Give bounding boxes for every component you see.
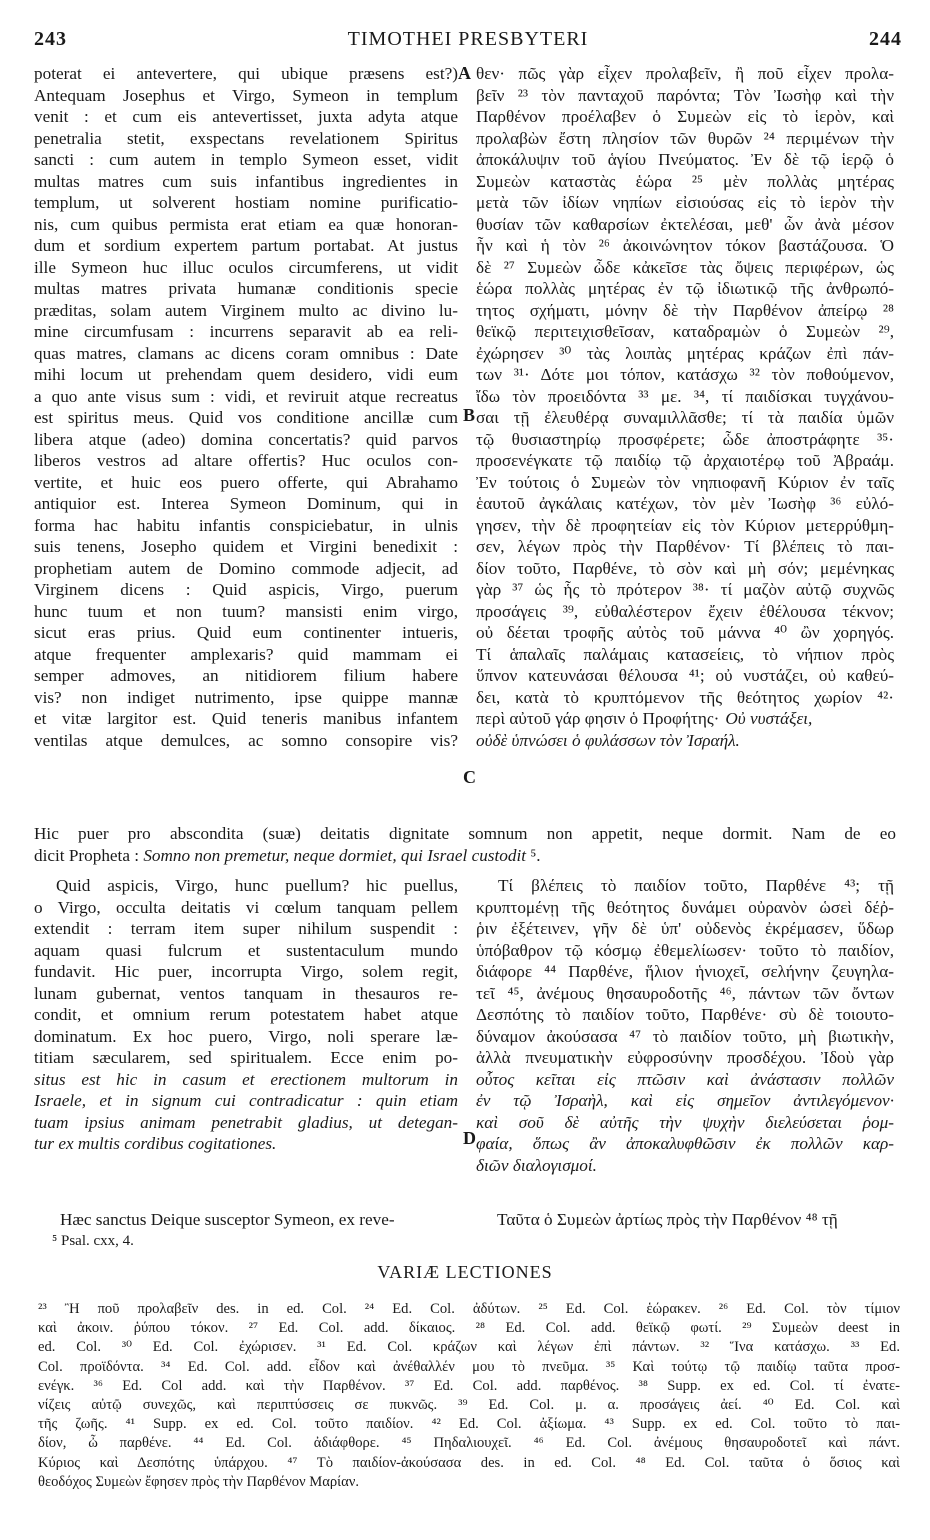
text-line: lunam gubernat, ventos tanquam in thesauros re- [34, 983, 458, 1003]
text-line: atque frequenter amplexaris? quid mammam ei [34, 644, 458, 664]
text-line: σεν, λέγων πρὸς τὴν Παρθένον· Τί βλέπεις τὸ παι- [476, 537, 894, 556]
text-line: ἦν καὶ ἡ τὸν ²⁶ ἀκοινώνητον τόκον βαστάζουσα. Ὁ [476, 236, 894, 255]
page-number-right: 244 [869, 28, 902, 50]
text-line: penetralia stetit, exspectans revelationem Spiritus [34, 128, 458, 148]
text-line: vertite, et huic eos puero offerte, qui Abrahamo [34, 472, 458, 492]
text-line: ventilas atque demulces, ac somno consopire vis? [34, 730, 458, 750]
text-line: οὗτος κεῖται εἰς πτῶσιν καὶ ἀνάστασιν πολλῶν [476, 1069, 894, 1089]
text-line: ἀποκάλυψιν τοῦ ἁγίου Πνεύματος. Ἐν δὲ τῷ ἱερῷ ὁ [476, 150, 894, 169]
text-line: Col. προϊδόντα. ³⁴ Ed. Col. add. εἶδον καὶ ἀνέθαλλέν μου τὸ πνεῦμα. ³⁵ Καὶ τούτῳ τῷ παιδίῳ ταῦτα προσ- [38, 1358, 900, 1375]
text-line: δύναμον ἀκούσασα ⁴⁷ τὸ παιδίον τοῦτο, μὴ βιωτικὴν, [476, 1026, 894, 1046]
text-line: nis, cum quibus permista erat etiam ea quæ honoran- [34, 214, 458, 234]
text-line: ed. Col. ³⁰ Ed. Col. ἐχώρισεν. ³¹ Ed. Col. κράζων καὶ λέγων ἐπὶ πάντων. ³² Ἵνα κατάσχω. ³³ Ed. [38, 1339, 900, 1356]
text-line: ενέγκ. ³⁶ Ed. Col add. καὶ τὴν Παρθένον. ³⁷ Ed. Col. add. παρθένος. ³⁸ Supp. ex ed. Col. τί ἐνατε- [38, 1377, 900, 1394]
text-line: δίον τοῦτο, Παρθένε, τὸ σὸν καὶ μὴ σόν; μεμένηκας [476, 558, 894, 578]
text-line: semper admoves, an nitidiorem filium habere [34, 666, 458, 685]
text-line: θεϊκῷ περιτειχισθεῖσαν, καταδραμὼν ὁ Συμεὼν ²⁹, [476, 322, 894, 341]
text-line: Δεσπότης τὸ παιδίον τοῦτο, Παρθένε· σὺ δὲ τοιουτο- [476, 1005, 894, 1024]
text-line: suis tenens, Josepho quidem et Virgini benedixit : [34, 537, 458, 556]
text-line: προσενέγκατε τῷ παιδίῳ τῷ ἀρχαιοτέρῳ τοῦ Ἀβραάμ. [476, 451, 894, 470]
text-line: situs est hic in casum et erectionem multorum in [34, 1069, 458, 1089]
text-line: Israele, et in signum cui contradicatur : quin etiam [34, 1091, 458, 1110]
text-line: a quo ante visus sum : vidi, et reviruit atque recreatus [34, 386, 458, 406]
text-line: ἑώρα πολλὰς μητέρας ἐν τῷ ἰδιωτικῷ τῆς ἀνθρωπό- [476, 279, 894, 298]
text-line: et vitæ largitor est. Quid teneris manibus infantem [34, 709, 458, 728]
text-line: præditas, solam autem Virginem multo ac divino lu- [34, 300, 458, 320]
greek-column [476, 63, 894, 751]
text-line: mihi locum ut prehendam quem desidero, vidi eum [34, 365, 458, 384]
text-line: Ἐν τούτοις ὁ Συμεὼν τὸν νηπιοφανῆ Κύριον ἐν ταῖς [476, 472, 894, 492]
full-width-line-2 [34, 845, 896, 867]
text-line: prophetiam autem de Domino commode adjecit, ad [34, 558, 458, 578]
text-line: δει, κατὰ τὸ κρυπτόμενον τῆς θεότητος χωρίον ⁴²· [476, 687, 894, 707]
text-line: templum, ut solverent hostiam nomine purificatio- [34, 193, 458, 212]
text-line: quas matres, clamans ac dicens coram omnibus : Date [34, 343, 458, 363]
text-line: ὑπόβαθρον τῷ κόσμῳ ἐθεμελίωσεν· τοῦτο τὸ παιδίον, [476, 940, 894, 960]
text-line: Κύριος καὶ Δεσπότης ὑπάρχου. ⁴⁷ Τὸ παιδίον-ἀκούσασα des. in ed. Col. ⁴⁸ Ed. Col. ταῦτα ὁ ὅσιος καὶ [38, 1454, 900, 1471]
full-width-line-1: Hic puer pro abscondita (suæ) deitatis dignitate somnum non appetit, neque dormit. Nam de eo [34, 824, 896, 843]
text-line: τητος σχήματι, μόνην δὲ τὴν Παρθένον ἀπείρῳ ²⁸ [476, 300, 894, 320]
text-line: vis? non indiget nutrimento, ipse quippe mannæ [34, 687, 458, 707]
greek-quote-line: οὐδὲ ὑπνώσει ὁ φυλάσσων τὸν Ἰσραήλ. [476, 730, 740, 750]
text-line: διῶν διαλογισμοί. [476, 1155, 597, 1175]
text-line: ille Symeon huc illuc oculos circumferens, ut vidit [34, 257, 458, 277]
text-line: ῥιν ἐξέτεινεν, γῆν δὲ ὑπ' οὐδενὸς ἐκρέμασεν, ὕδωρ [476, 919, 894, 938]
latin-column-lower [34, 875, 458, 1155]
text-line: multas matres privata humanæ conditionis specie [34, 279, 458, 298]
text-line: titiam sæcularem, sed spiritualem. Ecce enim po- [34, 1048, 458, 1067]
text-line: κρυπτομένῃ τῆς θεότητος δυνάμει οὐρανὸν ὡσεὶ δέῤ- [476, 897, 894, 917]
text-line: γὰρ ³⁷ ὡς ἧς τὸ πρότερον ³⁸· τί μαζὸν αὐτῷ συχνῶς [476, 580, 894, 599]
text-line: dominatum. Ex hoc puero, Virgo, noli sperare læ- [34, 1026, 458, 1046]
text-line: sicut eras prius. Quid eum continenter intueris, [34, 623, 458, 642]
text-line: Τί ἁπαλαῖς παλάμαις κατασείεις, τὸ νήπιον πρὸς [476, 644, 894, 664]
text-line: Συμεὼν καταστὰς ἑώρα ²⁵ μὲν πολλὰς μητέρας [476, 171, 894, 191]
running-title: TIMOTHEI PRESBYTERI [347, 28, 589, 50]
text-line: aquam quasi fulcrum et sustentaculum mundo [34, 940, 458, 960]
text-line: libera atque (adeo) domina concertatis? quid parvos [34, 429, 458, 449]
text-line: Virginem dicens : Quid aspicis, Virgo, puerum [34, 580, 458, 599]
text-line: προλαβὼν ἔστη πλησίον τῶν θυρῶν ²⁴ περιμένων τὴν [476, 128, 894, 148]
variae-lectiones [38, 1300, 900, 1494]
text-line: ἐχώρησεν ³⁰ τὰς λοιπὰς μητέρας κράζων ἐπὶ πάν- [476, 343, 894, 363]
text-line: dum et sordium expertem partum portabat. At justus [34, 236, 458, 255]
text-line: tur ex multis cordibus cogitationes. [34, 1134, 277, 1153]
text-line: Τί βλέπεις τὸ παιδίον τοῦτο, Παρθένε ⁴³; τῇ [498, 876, 894, 895]
text-line: est spiritus meus. Quid vos conditione ancillæ cum [34, 408, 458, 427]
margin-marker-a: A [458, 63, 471, 83]
greek-quote-start: Οὐ νυστάξει, [725, 709, 813, 728]
text-line: δὲ ²⁷ Συμεὼν ὧδε κἀκεῖσε τὰς ὄψεις περιφέρων, ὡς [476, 257, 894, 277]
text-line: θεν· πῶς γὰρ εἶχεν προλαβεῖν, ἢ ποῦ εἶχεν προλα- [476, 64, 894, 83]
text-line: τῆς ζωῆς. ⁴¹ Supp. ex ed. Col. τοῦτο παιδίον. ⁴² Ed. Col. ἀξίωμα. ⁴³ Supp. ex ed. Col. τοῦτο τὸ παι- [38, 1416, 900, 1433]
text-line: poterat ei antevertere, qui ubique præsens est?) [34, 64, 458, 83]
text-line: των ³¹· Δότε μοι τόπον, κατάσχω ³² τὸν ποθούμενον, [476, 365, 894, 384]
text-line: οὐ δέεται τροφῆς αὐτὸς τοῦ μάννα ⁴⁰ ὢν χορηγός. [476, 623, 894, 642]
text-line: καὶ ἀκοιν. ῥύπου τόκον. ²⁷ Ed. Col. add. δίκαιος. ²⁸ Ed. Col. add. θεϊκῷ φωτί. ²⁹ Συμεὼν deest in [38, 1320, 900, 1337]
text-line: θεοδόχος Συμεὼν ἔφησεν πρὸς τὴν Παρθένον Μαρίαν. [38, 1473, 359, 1490]
text-line: φαία, ὅπως ἂν ἀποκαλυφθῶσιν ἐκ πολλῶν καρ- [476, 1134, 894, 1153]
text-line: forma hac habitu infantis conspiciebatur, in ulnis [34, 515, 458, 535]
variae-lectiones-title: VARIÆ LECTIONES [377, 1262, 553, 1282]
text-line: τεῖ ⁴⁵, ἀνέμους θησαυροδοτῆς ⁴⁶, πάντων τῶν ὄντων [476, 983, 894, 1003]
text-line: Antequam Josephus et Virgo, Symeon in templum [34, 85, 458, 105]
text-line: καὶ σοῦ δὲ αὐτῆς τὴν ψυχὴν διελεύσεται ῥομ- [476, 1112, 894, 1132]
text-line: βεῖν ²³ τὸν πανταχοῦ παρόντα; Τὸν Ἰωσὴφ καὶ τὴν [476, 85, 894, 105]
text-line: ἐν τῷ Ἰσραὴλ, καὶ εἰς σημεῖον ἀντιλεγόμενον· [476, 1091, 894, 1110]
full-line-2-prefix: dicit Propheta : [34, 846, 144, 865]
text-line: θυσίαν τῶν καθαρσίων ἐκτελέσαι, μεθ' ὧν ἀνὰ μέσον [476, 214, 894, 234]
running-header [34, 24, 902, 54]
text-line: ἴδω τὸν προειδόντα ³³ με. ³⁴, τί παιδίσκαι τυγχάνου- [476, 386, 894, 406]
text-line: liberos vestros ad altare offertis? Huc oculos con- [34, 451, 458, 470]
text-line: ἑαυτοῦ ἀγκάλαις κατέχων, τὸν μὲν Ἰωσὴφ ³⁶ εὐλό- [476, 494, 894, 513]
text-line: tuam ipsius animam penetrabit gladius, ut detegan- [34, 1112, 458, 1132]
scripture-quote: Somno non premetur, neque dormiet, qui Israel custodit [143, 846, 527, 865]
text-line: περὶ αὐτοῦ γάρ φησιν ὁ Προφήτης· Οὐ νυστάξει, [476, 709, 813, 728]
text-line: o Virgo, occulta deitatis vi cœlum tanquam pellem [34, 897, 458, 917]
text-line: τῷ θυσιαστηρίῳ προσφέρετε; ὧδε ἀποστράφητε ³⁵· [476, 429, 894, 449]
text-line: ²³ Ἢ ποῦ προλαβεῖν des. in ed. Col. ²⁴ Ed. Col. ἀδύτων. ²⁵ Ed. Col. ἑώρακεν. ²⁶ Ed. Col. τὸν τίμιον [38, 1301, 900, 1317]
text-line: multas matres cum suis infantibus ingredientes in [34, 171, 458, 191]
text-line: condit, et omnium rerum potestatem habet atque [34, 1005, 458, 1024]
text-line: μετὰ τῶν ἰδίων νηπίων εἰσιούσας εἰς τὸ ἱερὸν τὴν [476, 193, 894, 212]
text-line: ὕπνον κατευνάσαι θέλουσα ⁴¹; οὐ νυστάζει, οὐ καθεύ- [476, 666, 894, 685]
margin-marker-d: D [463, 1128, 476, 1148]
text-line: ἀλλὰ πνευματικὴν εὐφροσύνην προσδέχου. Ἰδοὺ γὰρ [476, 1048, 894, 1067]
text-line: extendit : terram item super nihilum suspendit : [34, 919, 458, 938]
text-line: mine circumfusam : incurrens separavit ab ea reli- [34, 322, 458, 341]
text-line: Quid aspicis, Virgo, hunc puellum? hic puellus, [56, 876, 458, 895]
text-line: fundavit. Hic puer, incorrupta Virgo, solem regit, [34, 962, 458, 981]
footnote: ⁵ Psal. cxx, 4. [52, 1233, 134, 1249]
margin-marker-c: C [463, 767, 476, 787]
text-line: sancti : cum autem in templo Symeon esset, vidit [34, 150, 458, 169]
footnote-ref: ⁵. [526, 846, 541, 865]
text-line: γησεν, τὴν δὲ προφητείαν εἰς τὸν Κύριον μετερρύθμη- [476, 515, 894, 535]
text-line: νίζεις αὐτῷ συνεχῶς, καὶ περιπτύσσεις σε πυκνῶς. ³⁹ Ed. Col. μ. α. προσάγεις ἀεί. ⁴⁰ Ed. Col. καὶ [38, 1396, 900, 1413]
latin-column [34, 63, 458, 751]
text-line: venit : et cum eis antevertisset, juxta adyta atque [34, 107, 458, 126]
text-line: σαι τῇ ἐλευθέρᾳ συναμιλλᾶσθε; τί τὰ παιδία ὑμῶν [476, 408, 894, 427]
text-line: antiquior est. Interea Symeon Dominum, qui in [34, 494, 458, 513]
text-line: προσάγεις ³⁹, εὐθαλέστερον ἔχειν ἐθέλουσα τέκνον; [476, 601, 894, 621]
margin-marker-b: B [463, 405, 476, 425]
latin-last-line: Hæc sanctus Deique susceptor Symeon, ex reve- [60, 1210, 395, 1229]
page-number-left: 243 [34, 28, 67, 50]
text-line: διάφορε ⁴⁴ Παρθένε, ἥλιον ἡνιοχεῖ, σελήνην ζευγηλα- [476, 962, 894, 981]
greek-column-lower [476, 875, 894, 1176]
text-line: hunc tuum et non tuum? mansisti enim virgo, [34, 601, 458, 621]
greek-last-line: Ταῦτα ὁ Συμεὼν ἀρτίως πρὸς τὴν Παρθένον ⁴⁸ τῇ [497, 1210, 838, 1229]
text-line: δίον, ὦ παρθένε. ⁴⁴ Ed. Col. ἀδιάφθορε. ⁴⁵ Πηδαλιουχεῖ. ⁴⁶ Ed. Col. ἀνέμους θησαυροδοτεῖ καὶ πάντ. [38, 1435, 900, 1452]
text-line: Παρθένον προέλαβεν ὁ Συμεὼν εἰς τὸ ἱερὸν, καὶ [476, 107, 894, 126]
